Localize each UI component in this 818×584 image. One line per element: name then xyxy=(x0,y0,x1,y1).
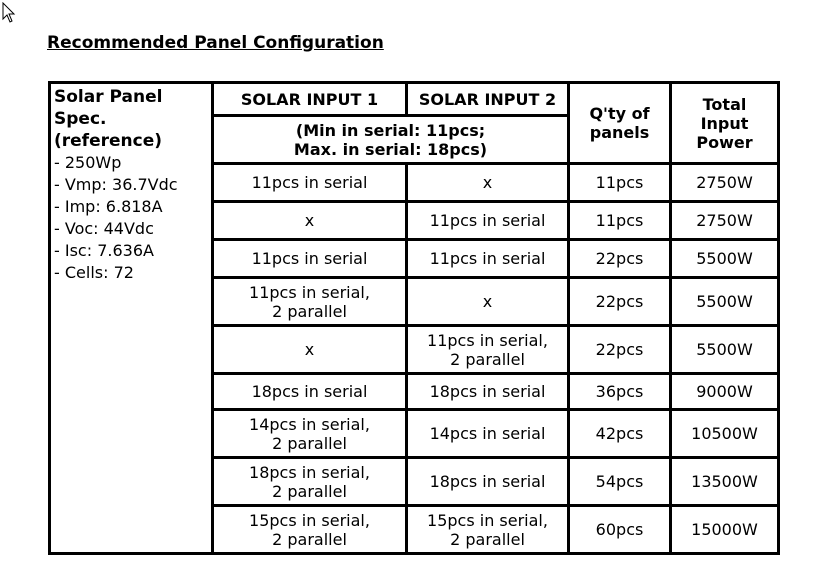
header-line: Total xyxy=(702,94,747,114)
cell-line: 15pcs in serial, xyxy=(427,510,548,530)
serial-limits-note xyxy=(213,116,569,164)
header-panel-quantity xyxy=(569,83,671,164)
total-power-cell: 15000W xyxy=(671,506,779,554)
solar-input-2-cell xyxy=(407,458,569,506)
spec-line: - Cells: 72 xyxy=(54,263,134,282)
solar-input-1-cell xyxy=(213,374,407,410)
panel-quantity-cell: 22pcs xyxy=(569,278,671,326)
solar-input-2-cell xyxy=(407,410,569,458)
cell-line: 14pcs in serial xyxy=(429,424,546,443)
cell-line: 18pcs in serial xyxy=(429,382,546,401)
panel-quantity-cell: 11pcs xyxy=(569,202,671,240)
panel-quantity-cell: 60pcs xyxy=(569,506,671,554)
spec-line: - Isc: 7.636A xyxy=(54,241,154,260)
cell-line: 2 parallel xyxy=(272,529,347,549)
total-power-cell: 9000W xyxy=(671,374,779,410)
solar-input-2-cell xyxy=(407,374,569,410)
cell-line: 15pcs in serial, xyxy=(249,510,370,530)
solar-input-2-cell xyxy=(407,326,569,374)
cell-line: 18pcs in serial xyxy=(251,382,368,401)
solar-input-2-cell xyxy=(407,164,569,202)
cell-line: 2 parallel xyxy=(450,349,525,369)
solar-input-1-cell xyxy=(213,240,407,278)
solar-input-2-cell xyxy=(407,506,569,554)
spec-line: - Vmp: 36.7Vdc xyxy=(54,175,178,194)
cell-line: x xyxy=(482,173,493,192)
total-power-cell: 5500W xyxy=(671,240,779,278)
cell-line: 2 parallel xyxy=(450,529,525,549)
spec-title-line: Solar Panel xyxy=(54,87,163,107)
cell-line: 11pcs in serial xyxy=(429,211,546,230)
cell-line: x xyxy=(304,340,315,359)
solar-input-2-cell xyxy=(407,278,569,326)
panel-quantity-cell: 22pcs xyxy=(569,326,671,374)
solar-input-1-cell xyxy=(213,326,407,374)
panel-quantity-cell: 36pcs xyxy=(569,374,671,410)
header-solar-input-1: SOLAR INPUT 1 xyxy=(213,83,407,116)
mouse-pointer-icon xyxy=(2,2,16,24)
panel-quantity-cell: 42pcs xyxy=(569,410,671,458)
panel-spec-cell xyxy=(50,83,213,554)
total-power-cell: 13500W xyxy=(671,458,779,506)
header-line: Input xyxy=(700,113,749,133)
header-line: panels xyxy=(589,123,650,142)
total-power-cell: 10500W xyxy=(671,410,779,458)
total-power-cell: 2750W xyxy=(671,164,779,202)
page-title: Recommended Panel Configuration xyxy=(47,33,384,53)
note-line: (Min in serial: 11pcs; xyxy=(295,120,486,140)
header-line: Power xyxy=(696,132,753,152)
cell-line: 11pcs in serial xyxy=(251,173,368,192)
spec-line: - Voc: 44Vdc xyxy=(54,219,154,238)
cell-line: 11pcs in serial, xyxy=(249,282,370,302)
cell-line: 11pcs in serial, xyxy=(427,330,548,350)
panel-quantity-cell: 54pcs xyxy=(569,458,671,506)
cell-line: x xyxy=(304,211,315,230)
spec-list xyxy=(54,152,208,284)
note-line: Max. in serial: 18pcs) xyxy=(293,139,488,159)
solar-input-1-cell xyxy=(213,278,407,326)
header-total-input-power xyxy=(671,83,779,164)
spec-line: - 250Wp xyxy=(54,153,122,172)
cell-line: 2 parallel xyxy=(272,301,347,321)
panel-configuration-table xyxy=(48,81,780,555)
panel-quantity-cell: 22pcs xyxy=(569,240,671,278)
solar-input-1-cell xyxy=(213,202,407,240)
cell-line: 2 parallel xyxy=(272,433,347,453)
solar-input-1-cell xyxy=(213,506,407,554)
header-solar-input-2: SOLAR INPUT 2 xyxy=(407,83,569,116)
solar-input-1-cell xyxy=(213,458,407,506)
total-power-cell: 5500W xyxy=(671,326,779,374)
total-power-cell: 5500W xyxy=(671,278,779,326)
cell-line: 11pcs in serial xyxy=(251,249,368,268)
spec-title xyxy=(54,86,208,152)
spec-title-line: Spec. xyxy=(54,109,107,129)
header-line: Q'ty of xyxy=(589,104,650,123)
spec-line: - Imp: 6.818A xyxy=(54,197,163,216)
spec-title-line: (reference) xyxy=(54,131,163,151)
cell-line: 11pcs in serial xyxy=(429,249,546,268)
cell-line: 14pcs in serial, xyxy=(249,414,370,434)
solar-input-2-cell xyxy=(407,240,569,278)
solar-input-1-cell xyxy=(213,164,407,202)
cell-line: 18pcs in serial xyxy=(429,472,546,491)
panel-quantity-cell: 11pcs xyxy=(569,164,671,202)
cell-line: 2 parallel xyxy=(272,481,347,501)
cell-line: 18pcs in serial, xyxy=(249,462,370,482)
cell-line: x xyxy=(482,292,493,311)
solar-input-1-cell xyxy=(213,410,407,458)
solar-input-2-cell xyxy=(407,202,569,240)
total-power-cell: 2750W xyxy=(671,202,779,240)
